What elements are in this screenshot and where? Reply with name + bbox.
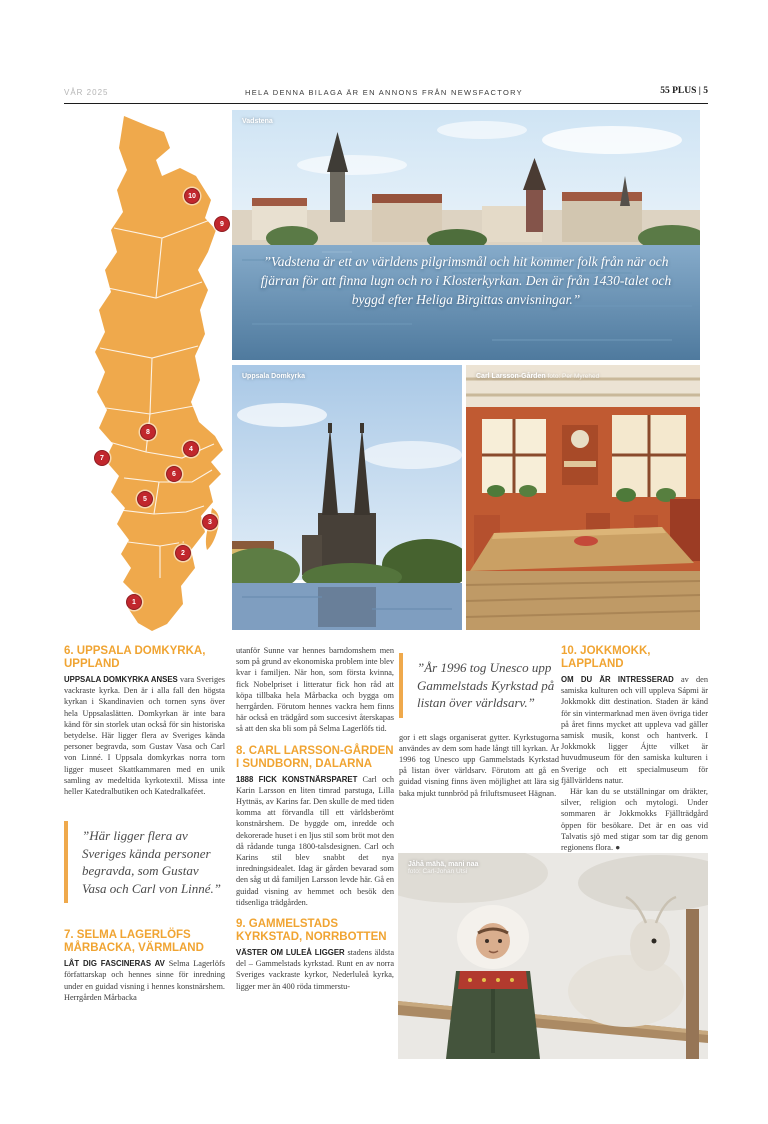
uppsala-photo [232,365,462,630]
map-marker-8[interactable]: 8 [140,424,156,440]
section-8-body: 1888 FICK KONSTNÄRSPARET Carl och Karin Larsson en liten timrad parstuga, Lilla Hyttnäs, av Karins far. Den skulle de med tiden komma att förvandla till ett världsberömt konstnärshem. De byggde om, inredde och dekorerade huset i en ljus stil som bröt mot den då rådande tunga 1800-talsdesignen. Carl och Karins stil blev snabbt det nya inredningsidealet. Idag är gården bevarad som den såg ut då familjen Larsson levde här. Gå en guidad visning av hemmet och besök den tidsenliga trädgården. [236,774,395,907]
header-disclaimer: HELA DENNA BILAGA ÄR EN ANNONS FRÅN NEWSFACTORY [245,88,523,97]
section-6-body: UPPSALA DOMKYRKA ANSES vara Sveriges vackraste kyrka. Den är i alla fall den högsta kyrkan i Skandinavien och tornen syns över hela Uppsalaslätten. Domkyrkan är inte bara känd för sin storlek utan också för sin historiska betydelse. Här ligger flera av Sveriges kända personer begravda, som Gustav Vasa och Carl von Linné. I Uppsala domkyrkas norra torn ligger museet Skattkammaren med en unik samling av medeltida kyrkotextil. Missa inte heller Katedralbutiken och Katedralkaféet. [64,675,225,797]
column-2 [236,645,394,992]
sweden-map [64,110,230,640]
page-number: 55 PLUS | 5 [660,86,708,96]
uppsala-photo-label: Uppsala Domkyrka [242,373,306,380]
carl-larsson-photo-credit: foto: Per Myrehed [547,373,600,380]
map-marker-7[interactable]: 7 [94,450,110,466]
sami-photo-label [408,861,478,875]
carl-larsson-photo-art [466,365,700,630]
section-10-lead: OM DU ÄR INTRESSERAD [561,675,674,684]
section-9-continuation: gor i ett slags organiserat gytter. Kyrkstugorna användes av dem som hade långt till kyrkan. År 1996 tog Unesco upp Gammelstads Kyrkstad på listan över världsarv. Förutom att gå en guidad visning finns även möjlighet att lära sig baka mjukt tunnbröd på friluftsmuseet Hägnan. [399,732,559,798]
vadstena-photo-label: Vadstena [242,118,273,125]
section-9-body: VÄSTER OM LULEÅ LIGGER stadens äldsta del – Gammelstads kyrkstad. Runt en av norra Sveriges vackraste kyrkor, Nederluleå kyrka, ligger mer än 400 röda timmerstu- [236,948,395,991]
map-marker-10[interactable]: 10 [184,188,200,204]
column-3 [399,645,559,799]
map-marker-3[interactable]: 3 [202,514,218,530]
issue-date: VÅR 2025 [64,88,109,97]
section-7-continuation: utanför Sunne var hennes barndomshem men som på grund av ekonomiska problem inte blev kvar i familjen. När hon, som första kvinna, fick Nobelpriset i litteratur fick hon råd att köpa tillbaka hela Mårbacka och bygga om herrgården. Förutom hennes vackra hem finns här också en trädgård som succesivt återskapas så att den ska bli som på Selma Lagerlöfs tid. [236,646,394,734]
section-9-lead: VÄSTER OM LULEÅ LIGGER [236,948,345,958]
sami-photo-caption: Jåhå mähä, mani naa [408,861,479,868]
map-marker-9[interactable]: 9 [214,216,230,232]
pullquote-uppsala: ”Här ligger flera av Sveriges kända personer begravda, som Gustav Vasa och Carl von Linné.” [64,821,225,903]
map-marker-2[interactable]: 2 [175,545,191,561]
section-10-body: OM DU ÄR INTRESSERAD av den samiska kulturen och vill uppleva Sápmi är Jokkmokk ditt destination. Staden är känd för sin vintermarknad men även övriga tider på året finns mycket att uppleva vad gäller samisk musik, konst och hantverk. I Jokkmokk ligger Ájtte vilket är huvudmuseum för den samiska kulturen i Sverige och ett specialmuseum för fjällvärldens natur. [561,675,708,785]
section-8-lead: 1888 FICK KONSTNÄRSPARET [236,774,358,784]
map-marker-4[interactable]: 4 [183,441,199,457]
section-6-heading: 6. UPPSALA DOMKYRKA, UPPLAND [64,645,206,670]
sami-photo-credit: foto: Carl-Johan Utsi [408,868,468,875]
sweden-map-shape [64,110,230,640]
section-7-heading: 7. SELMA LAGERLÖFS MÅRBACKA, VÄRMLAND [64,929,204,955]
uppsala-photo-art [232,365,462,630]
section-10-heading: 10. JOKKMOKK, LAPPLAND [561,645,651,670]
section-10-body-2: Här kan du se utställningar om dräkter, silver, religion och mytologi. Under sommaren är Jokkmokks Fjällträdgård öppen för besökare. Det är en oas vid Talvatis sjö med stigar som tar dig genom regionens flora. ● [561,787,708,853]
article-text-area [64,645,708,1075]
carl-larsson-caption: Carl Larsson-Gården [476,373,546,380]
section-7-lead: LÅT DIG FASCINERAS AV [64,959,165,969]
map-marker-1[interactable]: 1 [126,594,142,610]
section-8-heading: 8. CARL LARSSON-GÅRDEN I SUNDBORN, DALARNA [236,744,394,770]
section-7-body: LÅT DIG FASCINERAS AV Selma Lagerlöfs författarskap och hennes sinne för inredning under en guidad visning i hennes konstnärshem. Herrgården Mårbacka [64,959,226,1002]
section-6-lead: UPPSALA DOMKYRKA ANSES [64,675,178,684]
map-marker-6[interactable]: 6 [166,466,182,482]
carl-larsson-photo [466,365,700,630]
column-1 [64,645,225,1003]
vadstena-photo [232,110,700,360]
vadstena-quote: ”Vadstena är ett av världens pilgrimsmål och hit kommer folk från när och fjärran för att finna lugn och ro i Klosterkyrkan. Den är från 1430-talet och byggd efter Heliga Birgittas anvisningar.” [260,254,672,307]
column-4 [561,645,708,853]
sami-photo [398,853,708,1059]
pullquote-gammelstad: ”År 1996 tog Unesco upp Gammelstads Kyrkstad på listan över världsarv.” [399,653,559,718]
carl-larsson-photo-label [476,373,599,380]
header-rule [64,103,708,104]
map-marker-5[interactable]: 5 [137,491,153,507]
vadstena-photo-art [232,110,700,360]
sami-photo-art [398,853,708,1059]
section-9-heading: 9. GAMMELSTADS KYRKSTAD, NORRBOTTEN [236,918,387,944]
